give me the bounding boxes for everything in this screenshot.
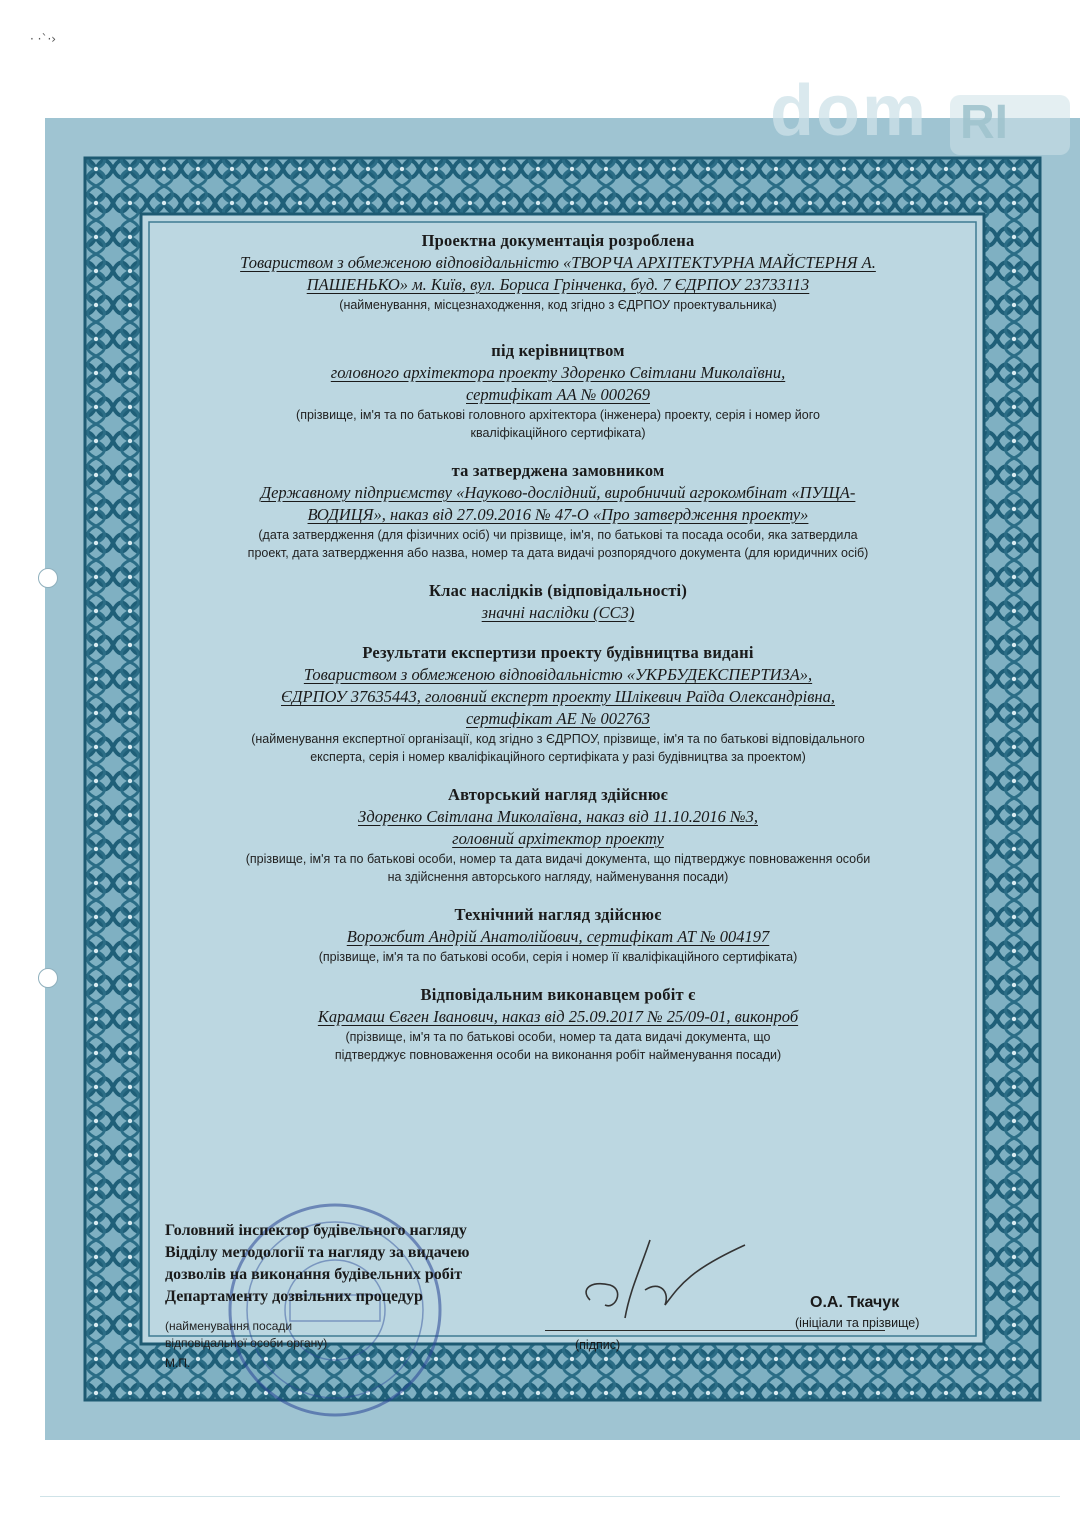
section-filled-value (158, 926, 958, 948)
section-heading: та затверджена замовником (451, 461, 665, 480)
filled-value-text: значні наслідки (СС3) (481, 603, 635, 622)
section-caption: кваліфікаційного сертифіката) (470, 426, 646, 440)
section-caption: (найменування експертної організації, код згідно з ЄДРПОУ, прізвище, ім'я та по батькові відповідального (251, 732, 865, 746)
section-filled-value (158, 252, 958, 274)
section-filled-value (158, 362, 958, 384)
section-caption: проект, дата затвердження або назва, номер та дата видачі розпорядчого документа (для юридичних осіб) (247, 546, 869, 560)
inspector-position-line: Головний інспектор будівельного нагляду (165, 1222, 467, 1239)
inspector-position-line: Відділу методології та нагляду за видачею (165, 1244, 470, 1261)
section-caption: на здійснення авторського нагляду, найменування посади) (387, 870, 729, 884)
signature-caption: (підпис) (575, 1338, 621, 1352)
signature-block (165, 1220, 965, 1380)
watermark-text: dom (770, 71, 928, 151)
section-caption: (прізвище, ім'я та по батькові головного архітектора (інженера) проекту, серія і номер його (296, 408, 820, 422)
section-filled-value (158, 708, 958, 730)
scan-artifact: · ·`·› (30, 32, 57, 46)
section-block (158, 460, 958, 562)
section-caption: (прізвище, ім'я та по батькові особи, номер та дата видачі документа, що (345, 1030, 771, 1044)
punch-hole-top (38, 568, 58, 588)
filled-value-text: головний архітектор проекту (452, 829, 664, 848)
signature-line (545, 1330, 885, 1331)
section-caption: (прізвище, ім'я та по батькові особи, номер та дата видачі документа, що підтверджує повноваження особи (245, 852, 871, 866)
signer-name-caption: (ініціали та прізвище) (795, 1316, 920, 1330)
handwritten-signature (570, 1230, 750, 1340)
section-heading: Клас наслідків (відповідальності) (428, 581, 688, 600)
filled-value-text: ВОДИЦЯ», наказ від 27.09.2016 № 47-О «Про затвердження проекту» (307, 505, 809, 524)
section-block (158, 580, 958, 624)
section-filled-value (158, 602, 958, 624)
filled-value-text: Товариством з обмеженою відповідальністю «ТВОРЧА АРХІТЕКТУРНА МАЙСТЕРНЯ А. (240, 253, 876, 272)
section-filled-value (158, 686, 958, 708)
section-filled-value (158, 482, 958, 504)
section-block (158, 340, 958, 442)
section-filled-value (158, 504, 958, 526)
filled-value-text: головного архітектора проекту Здоренко Світлани Миколаївни, (330, 363, 786, 382)
section-heading: Відповідальним виконавцем робіт є (420, 985, 696, 1004)
inspector-position (165, 1220, 575, 1308)
signer-name: О.А. Ткачук (810, 1294, 900, 1311)
section-block (158, 984, 958, 1064)
section-heading: Технічний нагляд здійснює (454, 905, 662, 924)
section-caption: підтверджує повноваження особи на виконання робіт найменування посади) (334, 1048, 782, 1062)
punch-hole-bottom (38, 968, 58, 988)
section-filled-value (158, 664, 958, 686)
section-caption: (найменування, місцезнаходження, код згідно з ЄДРПОУ проектувальника) (339, 298, 777, 312)
filled-value-text: сертифікат АА № 000269 (466, 385, 650, 404)
filled-value-text: ПАШЕНЬКО» м. Київ, вул. Бориса Грінченка, буд. 7 ЄДРПОУ 23733113 (306, 275, 810, 294)
filled-value-text: Карамаш Євген Іванович, наказ від 25.09.2017 № 25/09-01, виконроб (317, 1007, 799, 1026)
section-filled-value (158, 274, 958, 296)
section-caption: експерта, серія і номер кваліфікаційного сертифіката у разі будівництва за проектом) (310, 750, 806, 764)
watermark-badge: RI (950, 95, 1070, 155)
section-filled-value (158, 828, 958, 850)
section-heading: Результати експертизи проекту будівництва видані (362, 643, 754, 662)
section-filled-value (158, 1006, 958, 1028)
filled-value-text: Товариством з обмеженою відповідальністю «УКРБУДЕКСПЕРТИЗА», (303, 665, 813, 684)
section-block (158, 230, 958, 314)
section-caption: (дата затвердження (для фізичних осіб) чи прізвище, ім'я, по батькові та посада особи, яка затвердила (258, 528, 858, 542)
section-block (158, 904, 958, 966)
filled-value-text: Державному підприємству «Науково-дослідний, виробничий агрокомбінат «ПУЩА- (260, 483, 856, 502)
seal-place-label: М.П. (165, 1356, 191, 1370)
section-block (158, 642, 958, 766)
filled-value-text: Здоренко Світлана Миколаївна, наказ від 11.10.2016 №3, (358, 807, 758, 826)
section-filled-value (158, 806, 958, 828)
section-heading: під керівництвом (491, 341, 625, 360)
position-caption-line: (найменування посади (165, 1319, 293, 1333)
inspector-position-line: дозволів на виконання будівельних робіт (165, 1266, 463, 1283)
filled-value-text: Ворожбит Андрій Анатолійович, сертифікат АТ № 004197 (346, 927, 770, 946)
inspector-position-line: Департаменту дозвільних процедур (165, 1288, 423, 1305)
section-heading: Проектна документація розроблена (421, 231, 695, 250)
section-caption: (прізвище, ім'я та по батькові особи, серія і номер її кваліфікаційного сертифіката) (318, 950, 798, 964)
filled-value-text: сертифікат АЕ № 002763 (466, 709, 650, 728)
filled-value-text: ЄДРПОУ 37635443, головний експерт проекту Шлікевич Раїда Олександрівна, (281, 687, 835, 706)
scan-edge-line (40, 1496, 1060, 1497)
certificate-content (158, 230, 958, 1064)
section-heading: Авторський нагляд здійснює (447, 785, 669, 804)
section-block (158, 784, 958, 886)
section-filled-value (158, 384, 958, 406)
position-caption-line: відповідальної особи органу) (165, 1336, 328, 1350)
position-caption (165, 1318, 425, 1352)
